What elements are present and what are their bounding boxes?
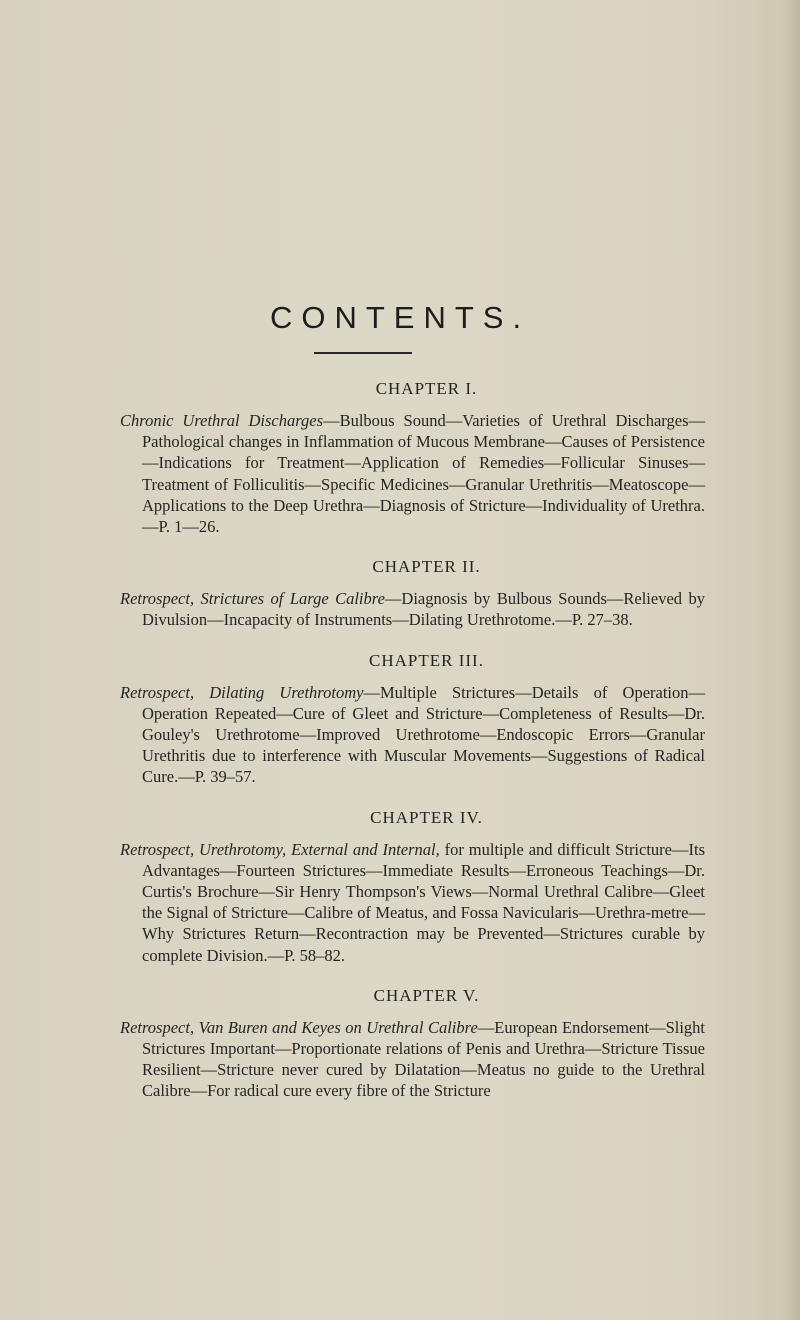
chapter-summary [120, 588, 705, 630]
chapter-topics: —Multiple Strictures—Details of Operation—Operation Repeated—Cure of Gleet and Stricture—Completeness of Results—Dr. Gouley's Urethrotome—Improved Urethrotome—Endoscopic Errors—Granular Urethritis due to interference with Muscular Movements—Suggestions of Radical Cure.—P. 39–57. [142, 682, 706, 787]
chapter-topics: —European Endorsement—Slight Strictures Important—Proportionate relations of Penis and Urethra—Stricture Tissue Resilient—Stricture never cured by Dilatation—Meatus no guide to the Urethral Calibre—For radical cure every fibre of the Stricture [142, 1017, 705, 1101]
chapter-heading: CHAPTER V. [373, 985, 480, 1005]
contents-list [120, 378, 705, 1121]
chapter-title: Retrospect, Urethrotomy, External and Internal, [120, 839, 440, 859]
page-edge-shadow [782, 0, 800, 1320]
chapter-summary [120, 682, 705, 788]
chapter-title: Retrospect, Strictures of Large Calibre [120, 589, 385, 609]
chapter-title: Chronic Urethral Discharges [120, 411, 324, 430]
chapter-topics: —Diagnosis by Bulbous Sounds—Relieved by Divulsion—Incapacity of Instruments—Dilating Urethrotome.—P. 27–38. [142, 589, 705, 630]
chapter-topics: —Bulbous Sound—Varieties of Urethral Discharges—Pathological changes in Inflammation of Mucous Membrane—Causes of Persistence—Indications for Treatment—Application of Remedies—Follicular Sinuses—Treatment of Folliculitis—Specific Medicines—Granular Urethritis—Meatoscope—Applications to the Deep Urethra—Diagnosis of Stricture—Individuality of Urethra.—P. 1—26. [142, 411, 705, 537]
title-divider [314, 352, 412, 354]
chapter-heading: CHAPTER III. [369, 650, 484, 670]
chapter-title: Retrospect, Van Buren and Keyes on Urethral Calibre [120, 1017, 478, 1037]
chapter-title: Retrospect, Dilating Urethrotomy [120, 682, 364, 702]
chapter-heading: CHAPTER II. [372, 557, 481, 577]
chapter-heading: CHAPTER I. [375, 379, 478, 398]
chapter-entry [120, 807, 705, 966]
page-title: CONTENTS. [269, 300, 531, 335]
chapter-entry [120, 378, 705, 537]
chapter-entry [120, 650, 705, 788]
chapter-summary [120, 410, 705, 537]
chapter-entry [120, 985, 705, 1102]
chapter-entry [120, 556, 705, 630]
chapter-summary [120, 1017, 705, 1102]
chapter-topics: for multiple and difficult Stricture—Its Advantages—Fourteen Strictures—Immediate Results—Erroneous Teachings—Dr. Curtis's Brochure—Sir Henry Thompson's Views—Normal Urethral Calibre—Gleet the Signal of Stricture—Calibre of Meatus, and Fossa Navicularis—Urethra-metre—Why Strictures Return—Recontraction may be Prevented—Strictures curable by complete Division.—P. 58–82. [142, 839, 705, 965]
chapter-summary [120, 839, 705, 966]
chapter-heading: CHAPTER IV. [370, 807, 483, 827]
